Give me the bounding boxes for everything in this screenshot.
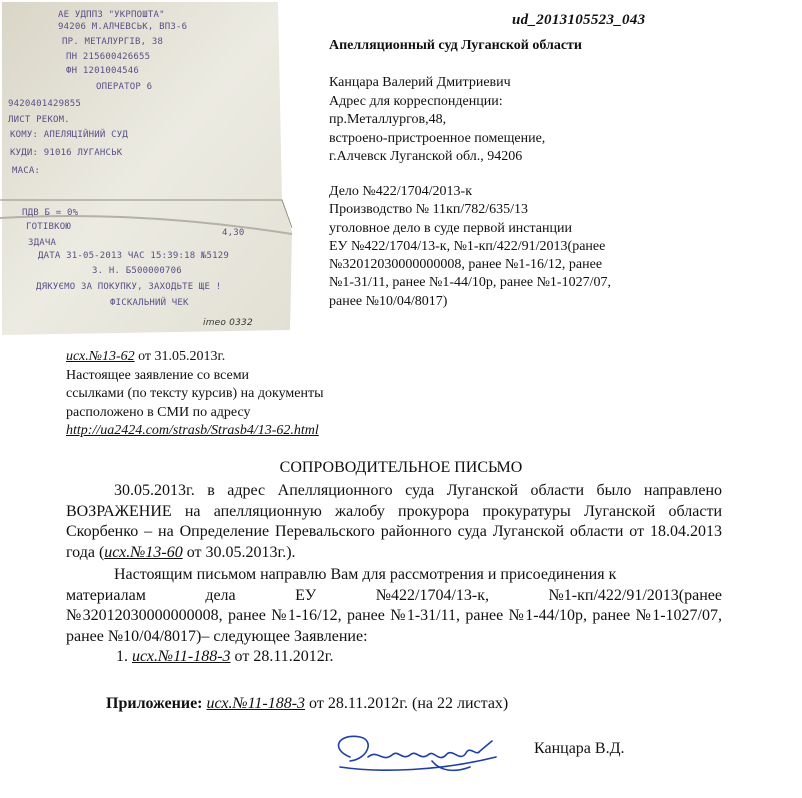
item-reference-link[interactable]: исх.№11-188-3 [132, 648, 231, 665]
receipt-line: МАСА: [12, 166, 41, 176]
receipt-line: АЕ УДППЗ "УКРПОШТА" [58, 10, 165, 20]
receipt-line: ОПЕРАТОР 6 [96, 82, 153, 92]
paragraph-1-date: от 30.05.2013г.). [182, 543, 296, 561]
word: №1-кп/422/91/2013(ранее [548, 586, 722, 604]
attachment-reference-link[interactable]: исх.№11-188-3 [206, 695, 306, 712]
sender-name: Канцара Валерий Дмитриевич [329, 75, 511, 90]
receipt-line: 4,30 [222, 228, 245, 238]
receipt-line: ГОТІВКОЮ [26, 222, 71, 232]
address-line: Адрес для корреспонденции: [329, 93, 503, 109]
signatory-name: Канцара В.Д. [534, 740, 625, 757]
case-line: уголовное дело в суде первой инстанции [329, 220, 572, 236]
paragraph-2-line-2 [66, 586, 722, 607]
receipt-line: ДЯКУЄМО ЗА ПОКУПКУ, ЗАХОДЬТЕ ЩЕ ! [36, 282, 222, 292]
reference-line: Настоящее заявление со всеми [66, 367, 250, 383]
outgoing-number-link[interactable]: исх.№13-62 [66, 349, 135, 364]
postal-receipt-image [0, 0, 292, 335]
attachment-line [106, 695, 508, 713]
receipt-line: ПН 215600426655 [66, 52, 151, 62]
document-id: ud_2013105523_043 [512, 12, 646, 28]
receipt-line: КУДИ: 91016 ЛУГАНСЬК [10, 148, 123, 158]
paragraph-1 [66, 481, 722, 563]
paragraph-1-text: 30.05.2013г. в адрес Апелляционного суда Луганской области было направлено ВОЗРАЖЕНИЕ на апелляционную жалобу прокурора прокуратуры Луганской области Скорбенко – на Определение Перевальского районного суда Луганской области от 18.04.2013 года ( [66, 482, 722, 561]
receipt-line: ДАТА 31-05-2013 ЧАС 15:39:18 №5129 [38, 251, 230, 261]
sender-block [329, 74, 789, 167]
case-line: ЕУ №422/1704/13-к, №1-кп/422/91/2013(ранее [329, 238, 606, 254]
word: дела [205, 586, 236, 604]
word: №422/1704/13-к, [375, 586, 490, 604]
attachment-label: Приложение: [106, 695, 203, 712]
receipt-line: КОМУ: АПЕЛЯЦІЙНИЙ СУД [10, 130, 128, 140]
item-number: 1. [116, 648, 132, 665]
receipt-line: ПДВ Б = 0% [22, 208, 79, 218]
receipt-line: ЛИСТ РЕКОМ. [8, 115, 70, 125]
receipt-line: ЗДАЧА [28, 238, 57, 248]
reference-link[interactable]: исх.№13-60 [104, 543, 183, 561]
court-name: Апелляционный суд Луганской области [329, 38, 582, 53]
letter-title: СОПРОВОДИТЕЛЬНОЕ ПИСЬМО [279, 459, 523, 476]
paragraph-2-line-1: Настоящим письмом направлю Вам для рассмотрения и присоединения к [114, 566, 617, 583]
word: ЕУ [295, 586, 317, 604]
attachment-details: от 28.11.2012г. (на 22 листах) [305, 695, 509, 712]
enclosure-item [66, 647, 722, 668]
address-line: встроено-пристроенное помещение, [329, 130, 546, 146]
receipt-line: ФІСКАЛЬНИЙ ЧЕК [110, 298, 189, 308]
receipt-handwritten-note: imeo 0332 [203, 318, 253, 328]
receipt-line: 94206 М.АЛЧЕВСЬК, ВПЗ-6 [58, 22, 188, 32]
case-line: №32012030000000008, ранее №1-16/12, ранее [329, 257, 603, 273]
case-details [329, 183, 799, 311]
handwritten-signature [320, 727, 520, 785]
reference-line: расположено в СМИ по адресу [66, 404, 251, 420]
outgoing-date: от 31.05.2013г. [134, 349, 226, 364]
reference-line: ссылками (по тексту курсив) на документы [66, 386, 324, 401]
receipt-line: З. Н. Б500000706 [92, 266, 182, 276]
address-line: г.Алчевск Луганской обл., 94206 [329, 149, 523, 164]
reference-block [66, 348, 323, 441]
receipt-line: ПР. МЕТАЛУРГІВ, 38 [62, 37, 164, 47]
receipt-line: ФН 1201004546 [66, 66, 140, 76]
word: материалам [66, 586, 146, 604]
paragraph-2-rest: №32012030000000008, ранее №1-16/12, ранее №1-31/11, ранее №1-44/10р, ранее №1-1027/07, ранее №10/04/8017)– следующее Заявление: [66, 607, 722, 645]
address-line: пр.Металлургов,48, [329, 112, 447, 127]
letter-body [66, 481, 722, 668]
case-line: №1-31/11, ранее №1-44/10р, ранее №1-1027/07, [329, 275, 611, 291]
case-line: Дело №422/1704/2013-к [329, 184, 473, 199]
item-date: от 28.11.2012г. [230, 648, 334, 665]
case-line: ранее №10/04/8017) [329, 293, 448, 309]
case-line: Производство № 11кп/782/635/13 [329, 202, 529, 218]
receipt-line: 9420401429855 [8, 99, 82, 109]
publication-url-link[interactable]: http://ua2424.com/strasb/Strasb4/13-62.html [66, 423, 319, 438]
